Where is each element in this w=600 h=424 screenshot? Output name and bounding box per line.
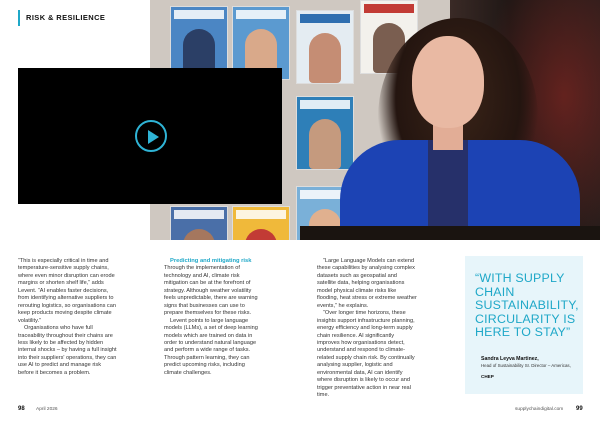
play-icon[interactable] bbox=[135, 120, 167, 152]
site-url[interactable]: supplychaindigital.com bbox=[515, 407, 564, 412]
paragraph: “Large Language Models can extend these capabilities by analysing complex datasets such as geospatial and satellite data, helping organisations model physical climate risks like flooding, heat stress or extreme weather events,” he explains. bbox=[317, 258, 417, 309]
page-number-right: 99 bbox=[576, 406, 583, 412]
body-column-3 bbox=[317, 258, 417, 400]
magazine-cover bbox=[296, 10, 354, 84]
section-accent-bar bbox=[18, 10, 20, 26]
paragraph: Through the implementation of technology and AI, climate risk mitigation can be at the forefront of strategy. Although weather volatility feels unpredictable, there are warning signs that businesses can use to prepare themselves for these risks. bbox=[164, 265, 258, 317]
subheading: Predicting and mitigating risk bbox=[170, 258, 252, 264]
section-title: RISK & RESILIENCE bbox=[26, 13, 106, 22]
desk-edge bbox=[300, 226, 600, 240]
quote-attribution-org: CHEP bbox=[481, 374, 494, 379]
body-column-2 bbox=[164, 258, 264, 377]
paragraph: “Over longer time horizons, these insights support infrastructure planning, energy efficiency and long-term supply chain resilience. AI significantly improves how organisations detect, understand and respond to climate-related supply chain risk. By continually analysing supplier, logistic and environmental data, AI can identify where disruption is likely to occur and trigger preventative action in near real time. bbox=[317, 310, 415, 399]
magazine-cover bbox=[232, 206, 290, 240]
person-face bbox=[412, 36, 484, 128]
body-column-1 bbox=[18, 258, 118, 377]
issue-date: April 2026 bbox=[36, 407, 58, 412]
video-player[interactable] bbox=[18, 68, 282, 204]
paragraph: Levent points to large language models (LLMs), a set of deep learning models which are trained on data in order to understand natural language and perform a wide range of tasks. Through pattern learning, they can predict upcoming risks, including climate challenges. bbox=[164, 317, 258, 376]
magazine-cover bbox=[170, 206, 228, 240]
paragraph: “This is especially critical in time and temperature-sensitive supply chains, where even minor disruption can erode margins or shorten shelf life,” adds Levent. “AI enables faster decisions, from identifying alternative suppliers to rerouting logistics, so organisations can keep products moving despite climate volatility.” bbox=[18, 258, 116, 324]
pull-quote-text: “WITH SUPPLY CHAIN SUSTAINABILITY, CIRCULARITY IS HERE TO STAY” bbox=[475, 271, 579, 340]
quote-attribution-role: Head of Sustainability Sr. Director – Americas, bbox=[481, 363, 571, 368]
paragraph: Organisations who have full traceability throughout their chains are less likely to be affected by hidden internal shocks – by having a full insight into their suppliers' operations, they can use AI to predict and manage risk before it becomes a problem. bbox=[18, 325, 117, 376]
quote-attribution-name: Sandra Leyva Martinez, bbox=[481, 356, 539, 362]
pull-quote bbox=[465, 256, 583, 394]
page-number-left: 98 bbox=[18, 406, 25, 412]
person-blouse bbox=[428, 140, 468, 240]
magazine-cover bbox=[296, 96, 354, 170]
